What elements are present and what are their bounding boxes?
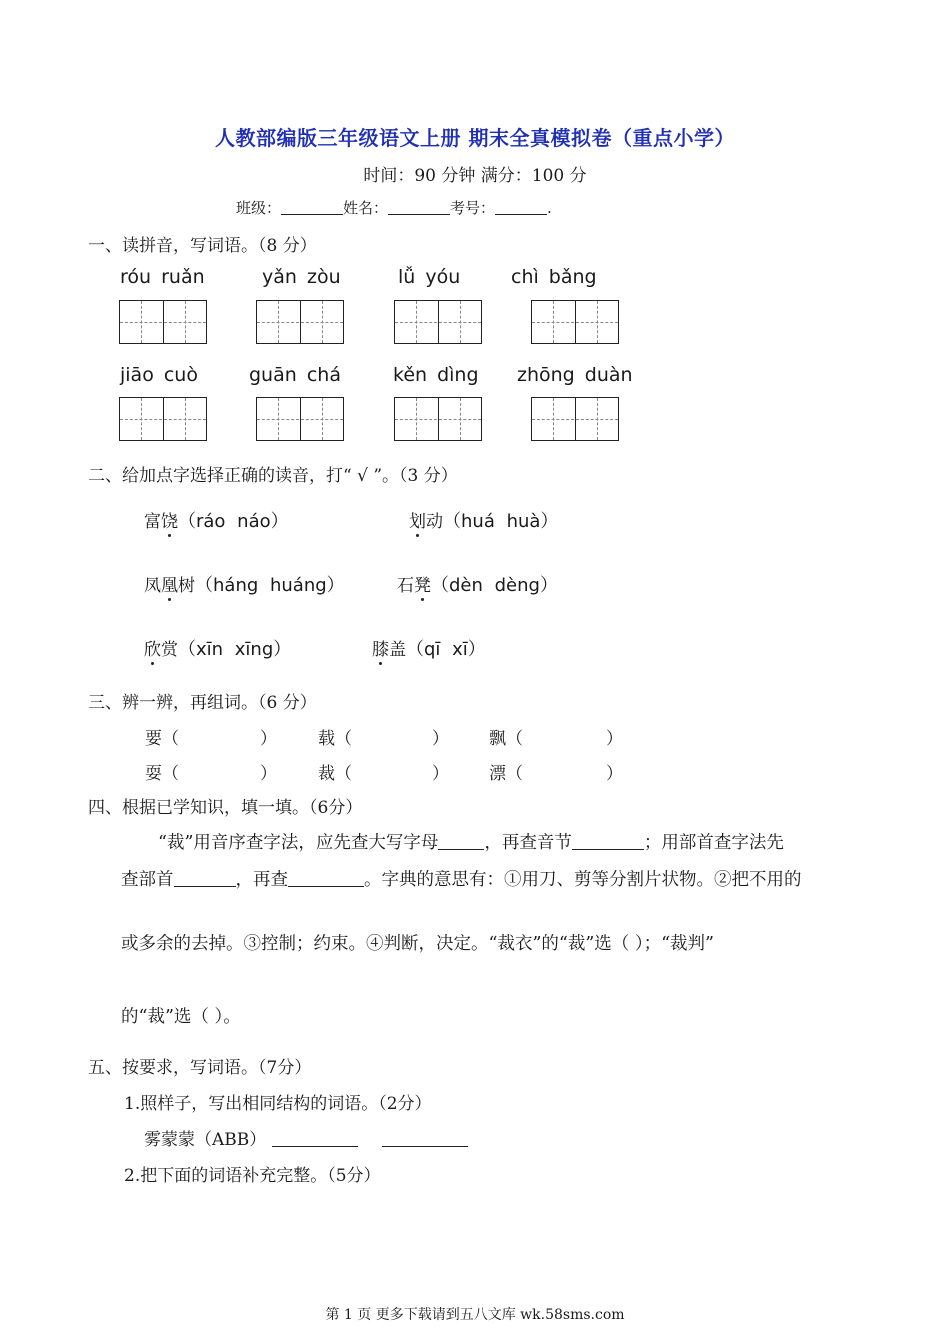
name-label: 姓名：	[343, 199, 389, 217]
writing-grid[interactable]	[394, 397, 482, 441]
answer-blank[interactable]	[272, 1132, 358, 1147]
radical-blank[interactable]	[174, 872, 236, 887]
exam-no-label: 考号：	[450, 199, 496, 217]
word-blank-close: ）	[432, 764, 449, 784]
student-info	[236, 197, 552, 218]
pinyin-6: guān chá	[249, 364, 341, 386]
writing-grid[interactable]	[531, 397, 619, 441]
word-blank-close: ）	[606, 764, 623, 784]
writing-grid[interactable]	[256, 300, 344, 344]
answer-blank[interactable]	[382, 1132, 468, 1147]
word-blank-close: ）	[432, 729, 449, 749]
word-blank-open[interactable]: 要（	[145, 729, 179, 749]
pinyin-5: jiāo cuò	[120, 364, 198, 386]
pinyin-3: lǚ yóu	[398, 266, 461, 288]
strokes-blank[interactable]	[288, 872, 364, 887]
page-title: 人教部编版三年级语文上册 期末全真模拟卷（重点小学）	[215, 126, 735, 150]
word-blank-open[interactable]: 载（	[318, 729, 352, 749]
reading-item[interactable]: 富饶（ráo náo）	[144, 511, 289, 532]
section1-heading: 一、读拼音，写词语。（8 分）	[88, 236, 317, 256]
class-label: 班级：	[236, 199, 282, 217]
section2-heading: 二、给加点字选择正确的读音，打“ √ ”。（3 分）	[88, 466, 458, 486]
writing-grid[interactable]	[256, 397, 344, 441]
word-blank-open[interactable]: 飘（	[489, 729, 523, 749]
section4-line2: 查部首 ，再查 。字典的意思有：①用刀、剪等分割片状物。②把不用的	[121, 870, 802, 890]
end-mark: .	[547, 199, 552, 217]
exam-no-blank[interactable]	[495, 200, 547, 215]
pinyin-2: yǎn zòu	[262, 266, 341, 288]
section3-heading: 三、辨一辨，再组词。（6 分）	[88, 693, 317, 713]
word-blank-close: ）	[260, 729, 277, 749]
class-blank[interactable]	[281, 200, 343, 215]
reading-item[interactable]: 凤凰树（háng huáng）	[144, 575, 345, 596]
name-blank[interactable]	[388, 200, 450, 215]
section4-line1: “裁”用音序查字法，应先查大写字母 ，再查音节 ；用部首查字法先	[158, 833, 784, 853]
section4-heading: 四、根据已学知识，填一填。（6分）	[88, 798, 363, 818]
word-blank-close: ）	[606, 729, 623, 749]
word-blank-open[interactable]: 耍（	[145, 764, 179, 784]
word-blank-close: ）	[260, 764, 277, 784]
example-line: 雾蒙蒙（ABB）	[144, 1125, 468, 1150]
pinyin-1: róu ruǎn	[120, 266, 205, 288]
writing-grid[interactable]	[531, 300, 619, 344]
section5-sub2: 2.把下面的词语补充完整。（5分）	[124, 1166, 381, 1186]
letter-blank[interactable]	[438, 835, 484, 850]
writing-grid[interactable]	[394, 300, 482, 344]
reading-item[interactable]: 划动（huá huà）	[409, 511, 559, 532]
section4-line4: 的“裁”选（ ）。	[121, 1007, 241, 1027]
word-blank-open[interactable]: 裁（	[318, 764, 352, 784]
word-blank-open[interactable]: 漂（	[489, 764, 523, 784]
page-footer: 第 1 页 更多下载请到五八文库 wk.58sms.com	[325, 1307, 625, 1323]
writing-grid[interactable]	[119, 397, 207, 441]
section5-heading: 五、按要求，写词语。（7分）	[88, 1058, 312, 1078]
reading-item[interactable]: 膝盖（qī xī）	[372, 639, 486, 660]
writing-grid[interactable]	[119, 300, 207, 344]
pinyin-8: zhōng duàn	[517, 364, 633, 386]
pinyin-7: kěn dìng	[393, 364, 479, 386]
pinyin-4: chì bǎng	[511, 266, 597, 288]
syllable-blank[interactable]	[572, 835, 644, 850]
reading-item[interactable]: 欣赏（xīn xīng）	[144, 639, 292, 660]
section4-line3: 或多余的去掉。③控制；约束。④判断，决定。“裁衣”的“裁”选（ ）；“裁判”	[121, 934, 714, 954]
section5-sub1: 1.照样子，写出相同结构的词语。（2分）	[124, 1094, 432, 1114]
exam-meta: 时间：90 分钟 满分：100 分	[363, 166, 587, 186]
reading-item[interactable]: 石凳（dèn dèng）	[397, 575, 558, 596]
